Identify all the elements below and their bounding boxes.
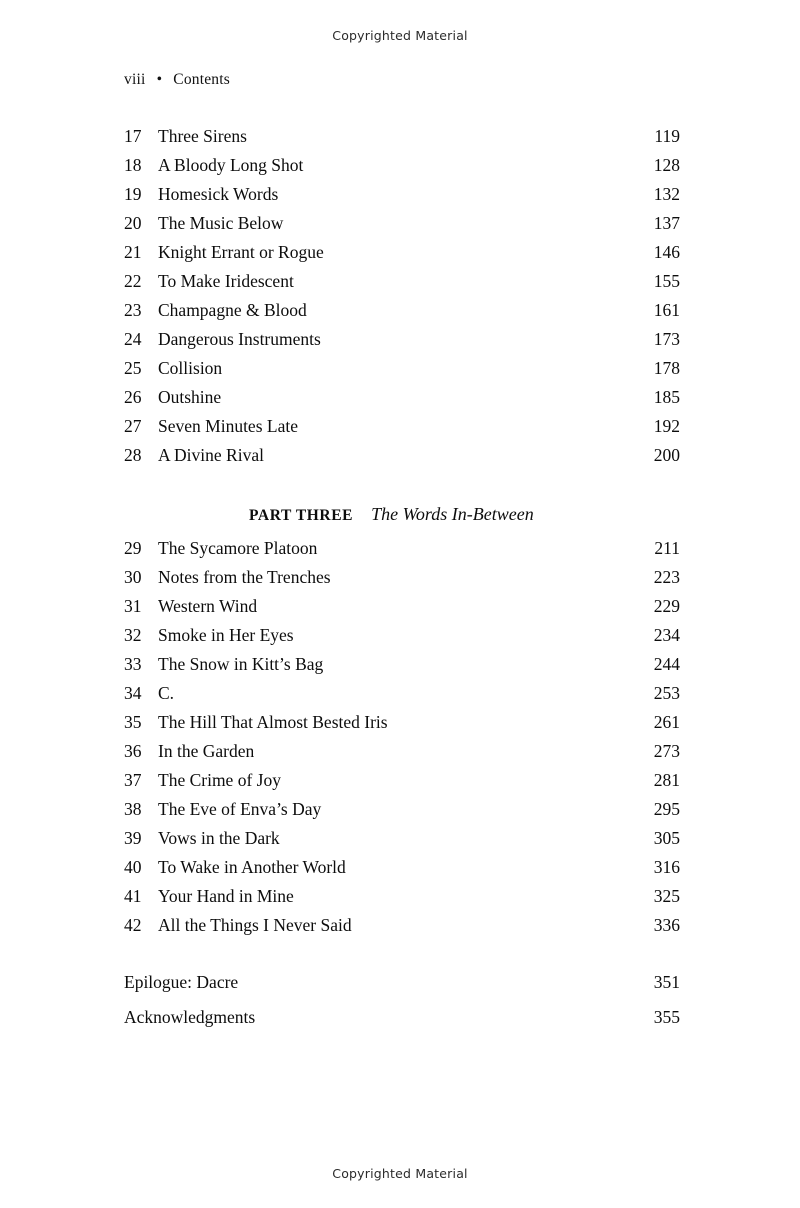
- chapter-page: 273: [653, 741, 680, 761]
- chapter-number: 26: [124, 387, 142, 407]
- toc-entry: [124, 824, 680, 853]
- toc-entry: [124, 267, 680, 296]
- chapter-title: Western Wind: [158, 596, 258, 616]
- chapter-number: 27: [124, 416, 142, 436]
- chapter-title: A Bloody Long Shot: [158, 155, 304, 175]
- chapter-number: 41: [124, 886, 142, 906]
- chapter-title: Your Hand in Mine: [158, 886, 294, 906]
- chapter-page: 178: [653, 358, 680, 378]
- toc-entry: [124, 238, 680, 267]
- chapter-number: 42: [124, 915, 142, 935]
- chapter-page: 316: [653, 857, 680, 877]
- chapter-title: Outshine: [158, 387, 222, 407]
- chapter-page: 185: [653, 387, 680, 407]
- chapter-title: The Music Below: [158, 213, 284, 233]
- chapter-title: The Sycamore Platoon: [158, 538, 318, 558]
- toc-group-part-two-tail: [124, 122, 680, 470]
- toc-entry: [124, 911, 680, 940]
- chapter-title: To Wake in Another World: [158, 857, 346, 877]
- toc-entry: [124, 296, 680, 325]
- chapter-number: 29: [124, 538, 142, 558]
- chapter-number: 18: [124, 155, 142, 175]
- chapter-page: 325: [653, 886, 680, 906]
- chapter-title: Notes from the Trenches: [158, 567, 331, 587]
- chapter-title: C.: [158, 683, 175, 703]
- chapter-number: 38: [124, 799, 142, 819]
- chapter-title: All the Things I Never Said: [158, 915, 352, 935]
- chapter-number: 30: [124, 567, 142, 587]
- toc-entry: [124, 354, 680, 383]
- toc-entry: [124, 563, 680, 592]
- toc-entry: [124, 795, 680, 824]
- chapter-page: 229: [653, 596, 680, 616]
- chapter-page: 137: [653, 213, 680, 233]
- running-head: [124, 71, 230, 89]
- toc-entry: [124, 325, 680, 354]
- chapter-page: 336: [653, 915, 680, 935]
- chapter-number: 20: [124, 213, 142, 233]
- toc-entry: [124, 708, 680, 737]
- part-heading-title: The Words In-Between: [371, 504, 534, 524]
- chapter-title: Smoke in Her Eyes: [158, 625, 294, 645]
- chapter-title: A Divine Rival: [158, 445, 264, 465]
- chapter-title: Vows in the Dark: [158, 828, 280, 848]
- chapter-number: 33: [124, 654, 142, 674]
- chapter-title: Dangerous Instruments: [158, 329, 321, 349]
- chapter-number: 32: [124, 625, 142, 645]
- back-matter-page: 351: [653, 972, 680, 992]
- chapter-title: To Make Iridescent: [158, 271, 294, 291]
- chapter-page: 244: [653, 654, 680, 674]
- toc-entry: [124, 592, 680, 621]
- chapter-page: 200: [653, 445, 680, 465]
- chapter-title: In the Garden: [158, 741, 255, 761]
- chapter-page: 192: [653, 416, 680, 436]
- toc-entry: [124, 180, 680, 209]
- chapter-title: Seven Minutes Late: [158, 416, 298, 436]
- toc-group-back-matter: [124, 968, 680, 1032]
- chapter-page: 211: [654, 538, 680, 558]
- toc-entry: [124, 853, 680, 882]
- part-heading: [124, 500, 680, 529]
- chapter-number: 40: [124, 857, 142, 877]
- chapter-number: 35: [124, 712, 142, 732]
- chapter-number: 22: [124, 271, 142, 291]
- chapter-title: The Eve of Enva’s Day: [158, 799, 322, 819]
- toc-entry: [124, 383, 680, 412]
- chapter-title: The Crime of Joy: [158, 770, 281, 790]
- chapter-title: Knight Errant or Rogue: [158, 242, 324, 262]
- chapter-number: 24: [124, 329, 142, 349]
- part-heading-label: PART THREE: [249, 507, 354, 524]
- chapter-page: 234: [653, 625, 680, 645]
- toc-entry: [124, 968, 680, 997]
- chapter-page: 132: [653, 184, 680, 204]
- back-matter-title: Epilogue: Dacre: [124, 972, 239, 992]
- chapter-title: The Hill That Almost Bested Iris: [158, 712, 388, 732]
- chapter-page: 161: [653, 300, 680, 320]
- chapter-page: 281: [653, 770, 680, 790]
- chapter-title: Three Sirens: [158, 126, 247, 146]
- toc-entry: [124, 621, 680, 650]
- toc-entry: [124, 882, 680, 911]
- chapter-number: 28: [124, 445, 142, 465]
- table-of-contents: [124, 122, 680, 1032]
- running-head-label: Contents: [173, 71, 230, 88]
- toc-entry: [124, 412, 680, 441]
- chapter-number: 23: [124, 300, 142, 320]
- chapter-number: 36: [124, 741, 142, 761]
- toc-entry: [124, 737, 680, 766]
- chapter-page: 295: [653, 799, 680, 819]
- chapter-number: 37: [124, 770, 142, 790]
- chapter-number: 19: [124, 184, 142, 204]
- page-folio: viii: [124, 71, 146, 88]
- toc-entry: [124, 650, 680, 679]
- chapter-number: 21: [124, 242, 142, 262]
- chapter-number: 25: [124, 358, 142, 378]
- toc-entry: [124, 441, 680, 470]
- toc-entry: [124, 534, 680, 563]
- toc-entry: [124, 766, 680, 795]
- toc-entry: [124, 209, 680, 238]
- chapter-page: 261: [653, 712, 680, 732]
- chapter-page: 305: [653, 828, 680, 848]
- chapter-page: 119: [654, 126, 680, 146]
- toc-entry: [124, 151, 680, 180]
- chapter-page: 128: [653, 155, 680, 175]
- toc-entry: [124, 679, 680, 708]
- copyright-notice-bottom: Copyrighted Material: [332, 1166, 468, 1181]
- chapter-page: 253: [653, 683, 680, 703]
- chapter-page: 223: [653, 567, 680, 587]
- chapter-title: Homesick Words: [158, 184, 279, 204]
- chapter-page: 155: [653, 271, 680, 291]
- chapter-number: 34: [124, 683, 142, 703]
- chapter-number: 39: [124, 828, 142, 848]
- chapter-number: 31: [124, 596, 142, 616]
- back-matter-page: 355: [653, 1007, 680, 1027]
- toc-entry: [124, 1003, 680, 1032]
- chapter-title: The Snow in Kitt’s Bag: [158, 654, 324, 674]
- chapter-title: Champagne & Blood: [158, 300, 307, 320]
- chapter-number: 17: [124, 126, 142, 146]
- back-matter-title: Acknowledgments: [124, 1007, 256, 1027]
- chapter-page: 146: [653, 242, 680, 262]
- chapter-title: Collision: [158, 358, 223, 378]
- chapter-page: 173: [653, 329, 680, 349]
- bullet-separator-icon: •: [156, 71, 163, 88]
- toc-group-part-three: [124, 534, 680, 940]
- toc-entry: [124, 122, 680, 151]
- copyright-notice-top: Copyrighted Material: [332, 28, 468, 43]
